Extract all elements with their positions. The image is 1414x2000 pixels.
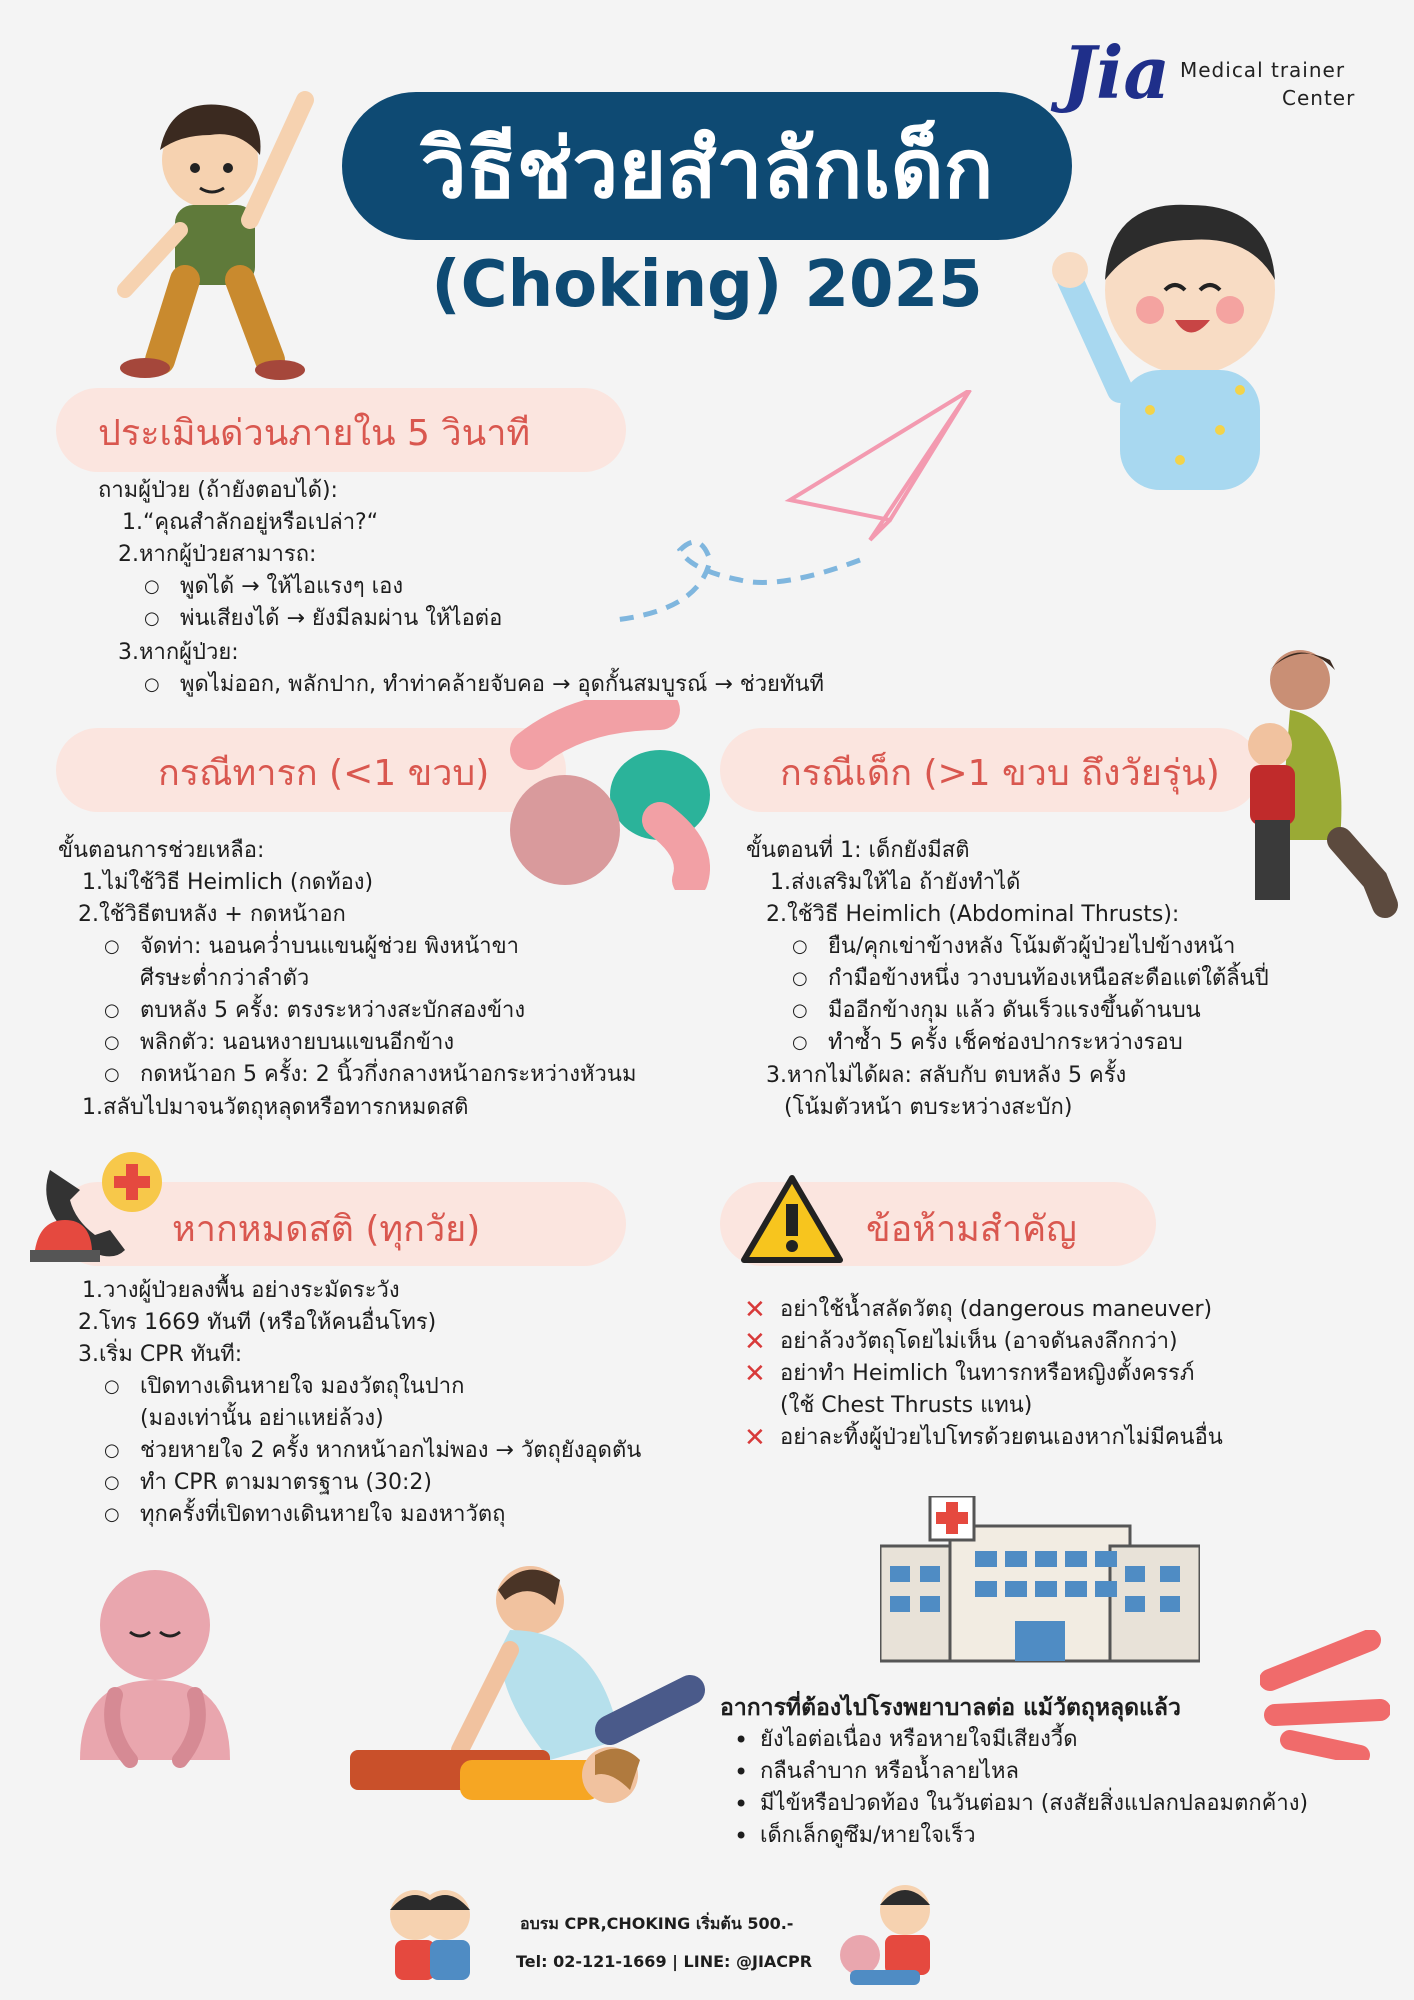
infant-step1: 1.ไม่ใช้วิธี Heimlich (กดท้อง) (82, 870, 374, 895)
brand-logo: Jia (1062, 30, 1171, 115)
emergency-phone-icon (30, 1150, 170, 1270)
prohibit-item: ✕ อย่าละทิ้งผู้ป่วยไปโทรด้วยตนเองหากไม่มีคนอื่น (744, 1423, 1223, 1453)
rescue-mascot-illustration (830, 1880, 960, 1990)
child-bullet: ○ ยืน/คุกเข่าข้างหลัง โน้มตัวผู้ป่วยไปข้างหน้า (828, 931, 1235, 963)
cross-icon: ✕ (744, 1295, 766, 1325)
unconscious-bullet: ○ เปิดทางเดินหายใจ มองวัตถุในปาก (140, 1371, 464, 1403)
prohibit-heading: ข้อห้ามสำคัญ (866, 1209, 1077, 1250)
page-title: วิธีช่วยสำลักเด็ก (420, 122, 994, 217)
accent-lines-icon (1260, 1630, 1390, 1760)
infant-bullet: ○ ตบหลัง 5 ครั้ง: ตรงระหว่างสะบักสองข้าง (140, 995, 525, 1027)
boy-illustration (100, 80, 330, 380)
heimlich-illustration (1230, 640, 1400, 920)
child-heading: กรณีเด็ก (>1 ขวบ ถึงวัยรุ่น) (780, 753, 1220, 794)
child-bullet: ○ กำมือข้างหนึ่ง วางบนท้องเหนือสะดือแต่ใต้ลิ้นปี่ (828, 963, 1269, 995)
cross-icon: ✕ (744, 1423, 766, 1453)
baby-illustration (1040, 180, 1300, 510)
infant-backblow-illustration (490, 700, 710, 890)
brand-line2: Center (1282, 86, 1356, 110)
infant-bullet: ○ พลิกตัว: นอนหงายบนแขนอีกข้าง (140, 1027, 454, 1059)
child-bullet: ○ ทำซ้ำ 5 ครั้ง เช็คช่องปากระหว่างรอบ (828, 1027, 1183, 1059)
footer-course: อบรม CPR,CHOKING เริ่มต้น 500.- (520, 1914, 794, 1933)
unconscious-step3: 3.เริ่ม CPR ทันที: (78, 1342, 243, 1367)
chest-thrust-illustration (60, 1560, 250, 1770)
prohibit-note: (ใช้ Chest Thrusts แทน) (780, 1393, 1033, 1418)
assess-bullet: ○ พ่นเสียงได้ → ยังมีลมผ่าน ให้ไอต่อ (180, 603, 502, 635)
child-step2: 2.ใช้วิธี Heimlich (Abdominal Thrusts): (766, 902, 1180, 927)
infant-bullet: ○ กดหน้าอก 5 ครั้ง: 2 นิ้วกึ่งกลางหน้าอกระหว่างหัวนม (140, 1059, 636, 1091)
hospital-item: • ยังไอต่อเนื่อง หรือหายใจมีเสียงวี้ด (760, 1724, 1078, 1756)
prohibit-item: ✕ อย่าทำ Heimlich ในทารกหรือหญิงตั้งครรภ์ (744, 1359, 1195, 1389)
assess-heading: ประเมินด่วนภายใน 5 วินาที (98, 413, 531, 454)
kids-mascot-illustration (380, 1880, 480, 1990)
unconscious-bullet: ○ ช่วยหายใจ 2 ครั้ง หากหน้าอกไม่พอง → วัตถุยังอุดตัน (140, 1435, 641, 1467)
infant-heading: กรณีทารก (<1 ขวบ) (158, 753, 490, 794)
infant-bullet-cont: ศีรษะต่ำกว่าลำตัว (140, 966, 310, 991)
assess-bullet: ○ พูดได้ → ให้ไอแรงๆ เอง (180, 571, 403, 603)
child-step3: 3.หากไม่ได้ผล: สลับกับ ตบหลัง 5 ครั้ง (766, 1063, 1127, 1088)
infant-bullet: ○ จัดท่า: นอนคว่ำบนแขนผู้ช่วย พิงหน้าขา (140, 931, 519, 963)
prohibit-item: ✕ อย่าล้วงวัตถุโดยไม่เห็น (อาจดันลงลึกกว่า) (744, 1327, 1178, 1357)
unconscious-bullet: ○ ทุกครั้งที่เปิดทางเดินหายใจ มองหาวัตถุ (140, 1499, 505, 1531)
child-intro: ขั้นตอนที่ 1: เด็กยังมีสติ (746, 838, 970, 863)
cross-icon: ✕ (744, 1359, 766, 1389)
child-step1: 1.ส่งเสริมให้ไอ ถ้ายังทำได้ (770, 870, 1021, 895)
child-step3-note: (โน้มตัวหน้า ตบระหว่างสะบัก) (784, 1095, 1073, 1120)
footer-contact: Tel: 02-121-1669 | LINE: @JIACPR (516, 1952, 813, 1971)
hospital-item: • มีไข้หรือปวดท้อง ในวันต่อมา (สงสัยสิ่งแปลกปลอมตกค้าง) (760, 1788, 1308, 1820)
assess-bullet: ○ พูดไม่ออก, พลักปาก, ทำท่าคล้ายจับคอ → อุดกั้นสมบูรณ์ → ช่วยทันที (180, 669, 824, 701)
cpr-illustration (310, 1560, 710, 1810)
infant-intro: ขั้นตอนการช่วยเหลือ: (58, 838, 265, 863)
hospital-item: • กลืนลำบาก หรือน้ำลายไหล (760, 1756, 1019, 1788)
paper-plane-icon (610, 390, 990, 630)
hospital-item: • เด็กเล็กดูซึม/หายใจเร็ว (760, 1820, 976, 1852)
page-subtitle: (Choking) 2025 (431, 248, 983, 322)
unconscious-bullet-cont: (มองเท่านั้น อย่าแหย่ล้วง) (140, 1406, 384, 1431)
assess-step2: 2.หากผู้ป่วยสามารถ: (118, 542, 317, 567)
unconscious-step2: 2.โทร 1669 ทันที (หรือให้คนอื่นโทร) (78, 1310, 437, 1335)
unconscious-heading: หากหมดสติ (ทุกวัย) (172, 1209, 481, 1250)
infant-step2: 2.ใช้วิธีตบหลัง + กดหน้าอก (78, 902, 346, 927)
infant-step3: 1.สลับไปมาจนวัตถุหลุดหรือทารกหมดสติ (82, 1095, 469, 1120)
hospital-heading: อาการที่ต้องไปโรงพยาบาลต่อ แม้วัตถุหลุดแล้ว (720, 1695, 1181, 1721)
child-bullet: ○ มืออีกข้างกุม แล้ว ดันเร็วแรงขึ้นด้านบน (828, 995, 1201, 1027)
cross-icon: ✕ (744, 1327, 766, 1357)
hospital-illustration (880, 1496, 1200, 1666)
unconscious-step1: 1.วางผู้ป่วยลงพื้น อย่างระมัดระวัง (82, 1278, 400, 1303)
brand-line1: Medical trainer (1180, 58, 1346, 82)
assess-step3: 3.หากผู้ป่วย: (118, 640, 239, 665)
warning-icon (740, 1172, 844, 1264)
prohibit-item: ✕ อย่าใช้น้ำสลัดวัตถุ (dangerous maneuver) (744, 1295, 1213, 1325)
unconscious-bullet: ○ ทำ CPR ตามมาตรฐาน (30:2) (140, 1467, 432, 1499)
assess-intro: ถามผู้ป่วย (ถ้ายังตอบได้): (98, 478, 338, 503)
assess-step1: 1.“คุณสำลักอยู่หรือเปล่า?“ (122, 510, 379, 535)
